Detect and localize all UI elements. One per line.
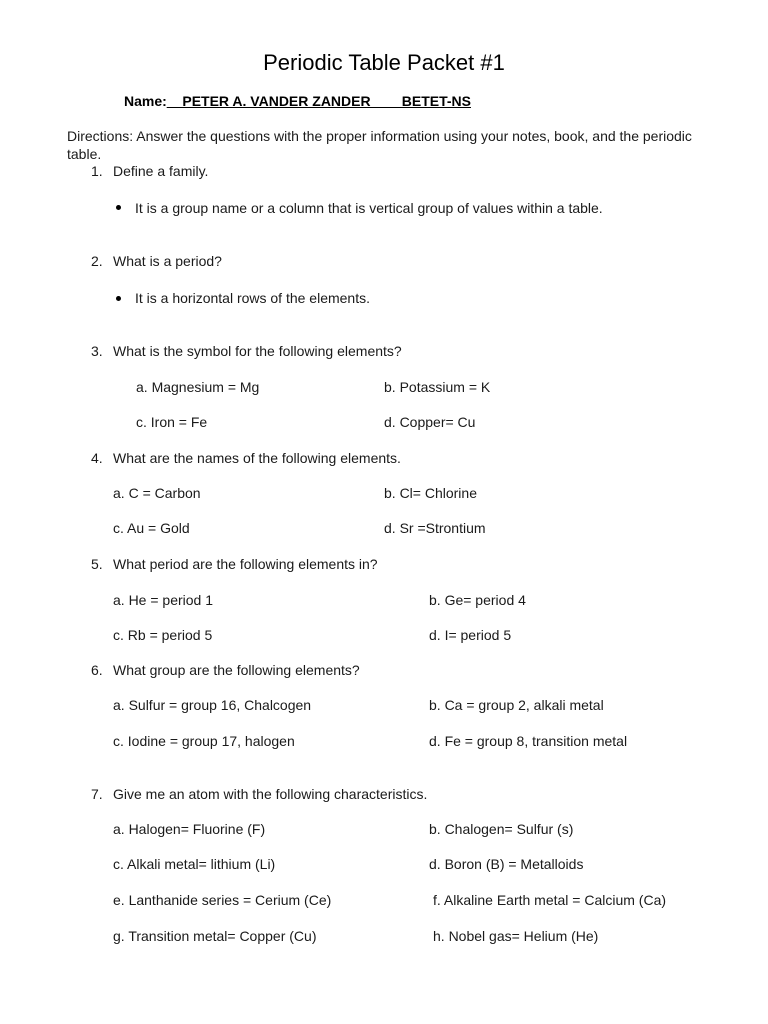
question-3-text: What is the symbol for the following elements? — [113, 343, 402, 359]
name-label: Name: — [124, 93, 167, 109]
question-4-text: What are the names of the following elements. — [113, 450, 401, 466]
question-4-number: 4. — [91, 450, 103, 466]
question-7-answer-b: b. Chalogen= Sulfur (s) — [429, 821, 574, 837]
question-1-answer: It is a group name or a column that is vertical group of values within a table. — [135, 200, 603, 216]
name-line — [124, 92, 471, 110]
question-6-number: 6. — [91, 662, 103, 678]
question-1-number: 1. — [91, 163, 103, 179]
name-value: __PETER A. VANDER ZANDER____BETET-NS — [166, 93, 471, 109]
question-5-number: 5. — [91, 556, 103, 572]
question-7-answer-e: e. Lanthanide series = Cerium (Ce) — [113, 892, 332, 908]
question-3-answer-a: a. Magnesium = Mg — [136, 379, 260, 395]
question-7-answer-a: a. Halogen= Fluorine (F) — [113, 821, 266, 837]
bullet-icon — [116, 296, 121, 301]
question-4-answer-d: d. Sr =Strontium — [384, 520, 486, 536]
question-2-number: 2. — [91, 253, 103, 269]
question-5-answer-c: c. Rb = period 5 — [113, 627, 213, 643]
question-1-text: Define a family. — [113, 163, 209, 179]
question-3-answer-d: d. Copper= Cu — [384, 414, 476, 430]
question-2-text: What is a period? — [113, 253, 222, 269]
question-7-text: Give me an atom with the following characteristics. — [113, 786, 428, 802]
question-4-answer-b: b. Cl= Chlorine — [384, 485, 477, 501]
question-2-answer: It is a horizontal rows of the elements. — [135, 290, 370, 306]
question-7-answer-f: f. Alkaline Earth metal = Calcium (Ca) — [433, 892, 667, 908]
directions-text: Directions: Answer the questions with the proper information using your notes, book, and the periodic table. — [67, 128, 692, 162]
page-title: Periodic Table Packet #1 — [263, 50, 505, 75]
question-5-text: What period are the following elements in? — [113, 556, 378, 572]
question-6-answer-b: b. Ca = group 2, alkali metal — [429, 697, 604, 713]
question-3-number: 3. — [91, 343, 103, 359]
question-7-answer-d: d. Boron (B) = Metalloids — [429, 856, 584, 872]
question-4-answer-c: c. Au = Gold — [113, 520, 190, 536]
question-5-answer-a: a. He = period 1 — [113, 592, 214, 608]
question-4-answer-a: a. C = Carbon — [113, 485, 201, 501]
question-7-answer-g: g. Transition metal= Copper (Cu) — [113, 928, 317, 944]
question-7-number: 7. — [91, 786, 103, 802]
question-6-text: What group are the following elements? — [113, 662, 360, 678]
question-5-answer-d: d. I= period 5 — [429, 627, 512, 643]
question-6-answer-d: d. Fe = group 8, transition metal — [429, 733, 628, 749]
question-3-answer-b: b. Potassium = K — [384, 379, 491, 395]
bullet-icon — [116, 205, 121, 210]
question-3-answer-c: c. Iron = Fe — [136, 414, 208, 430]
question-7-answer-c: c. Alkali metal= lithium (Li) — [113, 856, 276, 872]
question-7-answer-h: h. Nobel gas= Helium (He) — [433, 928, 599, 944]
question-5-answer-b: b. Ge= period 4 — [429, 592, 526, 608]
question-6-answer-c: c. Iodine = group 17, halogen — [113, 733, 295, 749]
question-6-answer-a: a. Sulfur = group 16, Chalcogen — [113, 697, 312, 713]
